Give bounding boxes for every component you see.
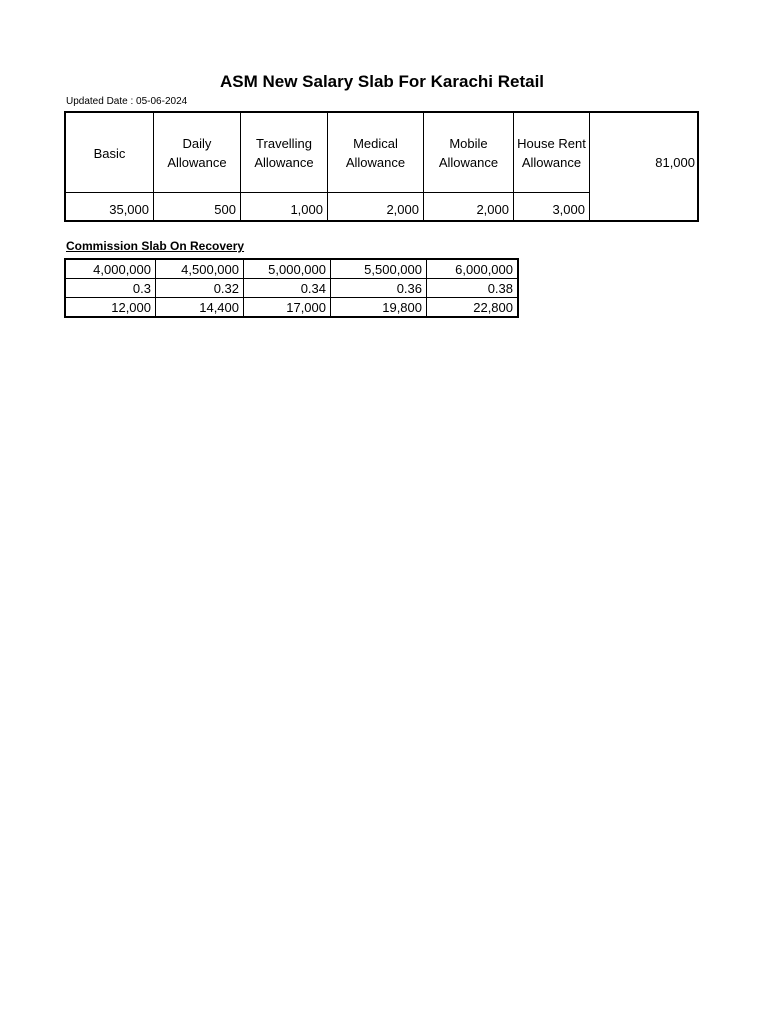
table-cell: 0.38 bbox=[427, 279, 519, 298]
table-cell: 6,000,000 bbox=[427, 259, 519, 279]
value-mobile-allowance: 2,000 bbox=[476, 202, 509, 217]
value-house-rent-allowance: 3,000 bbox=[552, 202, 585, 217]
column-divider bbox=[589, 111, 590, 222]
header-basic: Basic bbox=[93, 145, 126, 161]
header-medical-allowance: Medical Allowance bbox=[345, 136, 406, 170]
value-daily-allowance: 500 bbox=[214, 202, 236, 217]
table-row bbox=[65, 279, 518, 298]
table-cell: 5,000,000 bbox=[244, 259, 331, 279]
table-cell: 22,800 bbox=[427, 298, 519, 318]
table-cell: 0.34 bbox=[244, 279, 331, 298]
value-medical-allowance: 2,000 bbox=[386, 202, 419, 217]
table-cell: 4,500,000 bbox=[156, 259, 244, 279]
table-cell: 19,800 bbox=[331, 298, 427, 318]
salary-total: 81,000 bbox=[655, 155, 695, 170]
table-cell: 0.36 bbox=[331, 279, 427, 298]
updated-date: Updated Date : 05-06-2024 bbox=[66, 96, 188, 107]
commission-table bbox=[64, 258, 519, 318]
header-house-rent-allowance: House Rent Allowance bbox=[517, 136, 586, 170]
value-travelling-allowance: 1,000 bbox=[290, 202, 323, 217]
table-cell: 14,400 bbox=[156, 298, 244, 318]
header-mobile-allowance: Mobile Allowance bbox=[438, 136, 499, 170]
table-row bbox=[65, 298, 518, 318]
table-cell: 5,500,000 bbox=[331, 259, 427, 279]
table-row bbox=[65, 259, 518, 279]
table-cell: 17,000 bbox=[244, 298, 331, 318]
page-title: ASM New Salary Slab For Karachi Retail bbox=[219, 72, 545, 91]
table-cell: 0.32 bbox=[156, 279, 244, 298]
commission-heading: Commission Slab On Recovery bbox=[66, 239, 245, 253]
table-cell: 12,000 bbox=[65, 298, 156, 318]
table-cell: 4,000,000 bbox=[65, 259, 156, 279]
header-daily-allowance: Daily Allowance bbox=[167, 136, 227, 170]
salary-table bbox=[64, 111, 699, 222]
value-basic: 35,000 bbox=[109, 202, 149, 217]
header-travelling-allowance: Travelling Allowance bbox=[254, 136, 314, 170]
table-cell: 0.3 bbox=[65, 279, 156, 298]
